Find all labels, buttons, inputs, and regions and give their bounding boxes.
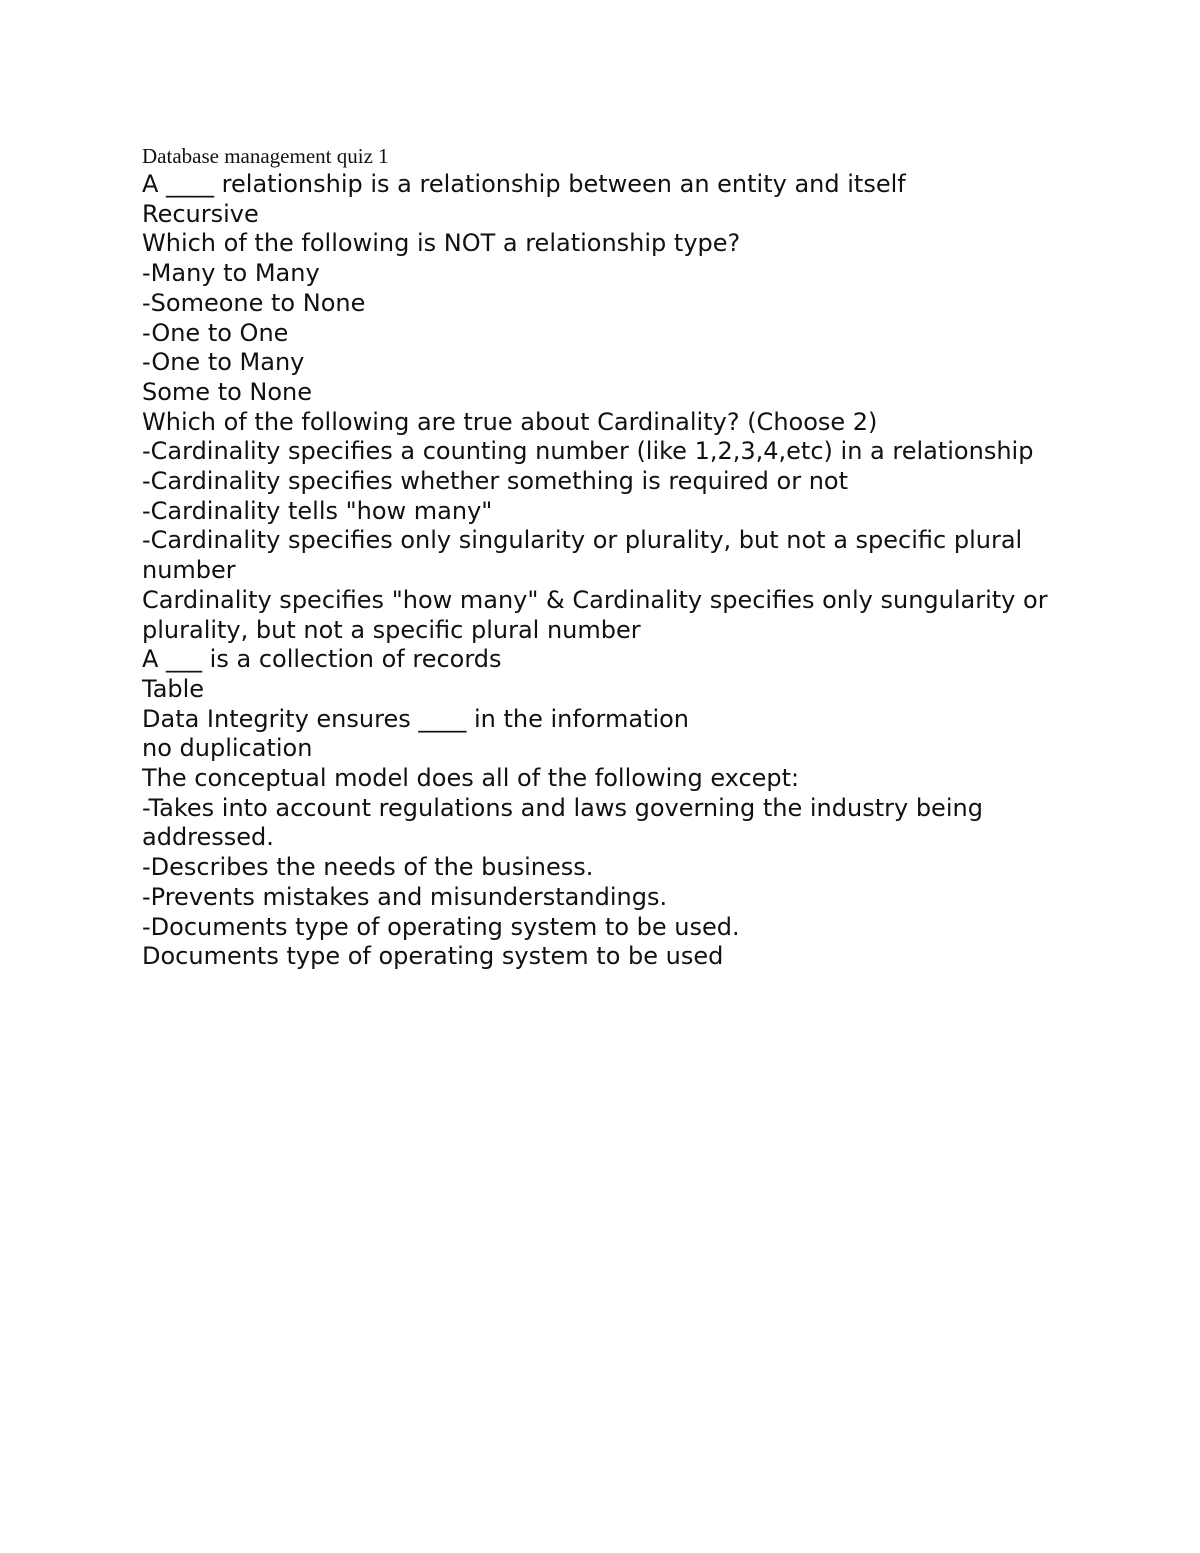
question-3-answer: Cardinality specifies "how many" & Cardinality specifies only sungularity or plurality, but not a specific plural number (142, 585, 1048, 644)
question-5-answer: no duplication (142, 734, 313, 763)
question-3 (142, 408, 1062, 646)
question-1-answer: Recursive (142, 199, 259, 228)
document-body (142, 142, 1062, 972)
question-6-option: -Documents type of operating system to be used. (142, 912, 740, 941)
document-title: Database management quiz 1 (142, 144, 389, 168)
question-4-prompt: A ___ is a collection of records (142, 645, 502, 674)
question-6-prompt: The conceptual model does all of the following except: (142, 764, 800, 793)
question-4 (142, 645, 1062, 704)
question-6-option: -Describes the needs of the business. (142, 853, 594, 882)
question-2-prompt: Which of the following is NOT a relationship type? (142, 229, 741, 258)
question-1 (142, 170, 1062, 229)
question-1-prompt: A ____ relationship is a relationship between an entity and itself (142, 170, 906, 198)
question-6-option: -Prevents mistakes and misunderstandings. (142, 882, 668, 911)
question-6-option: -Takes into account regulations and laws governing the industry being addressed. (142, 793, 983, 852)
question-2-option: -One to Many (142, 348, 305, 377)
question-2-option: -One to One (142, 318, 289, 347)
question-6-answer: Documents type of operating system to be used (142, 942, 724, 971)
question-5 (142, 705, 1062, 764)
question-3-prompt: Which of the following are true about Cardinality? (Choose 2) (142, 407, 878, 436)
question-4-answer: Table (142, 674, 205, 703)
question-2-answer: Some to None (142, 377, 313, 406)
question-2-option: -Many to Many (142, 259, 320, 288)
question-3-option: -Cardinality specifies whether something is required or not (142, 467, 849, 496)
question-3-option: -Cardinality specifies only singularity or plurality, but not a specific plural number (142, 526, 1023, 585)
question-6 (142, 764, 1062, 972)
question-3-option: -Cardinality tells "how many" (142, 496, 493, 525)
question-2-option: -Someone to None (142, 288, 366, 317)
question-5-prompt: Data Integrity ensures ____ in the information (142, 704, 690, 733)
question-3-option: -Cardinality specifies a counting number (like 1,2,3,4,etc) in a relationship (142, 437, 1034, 466)
question-2 (142, 229, 1062, 407)
